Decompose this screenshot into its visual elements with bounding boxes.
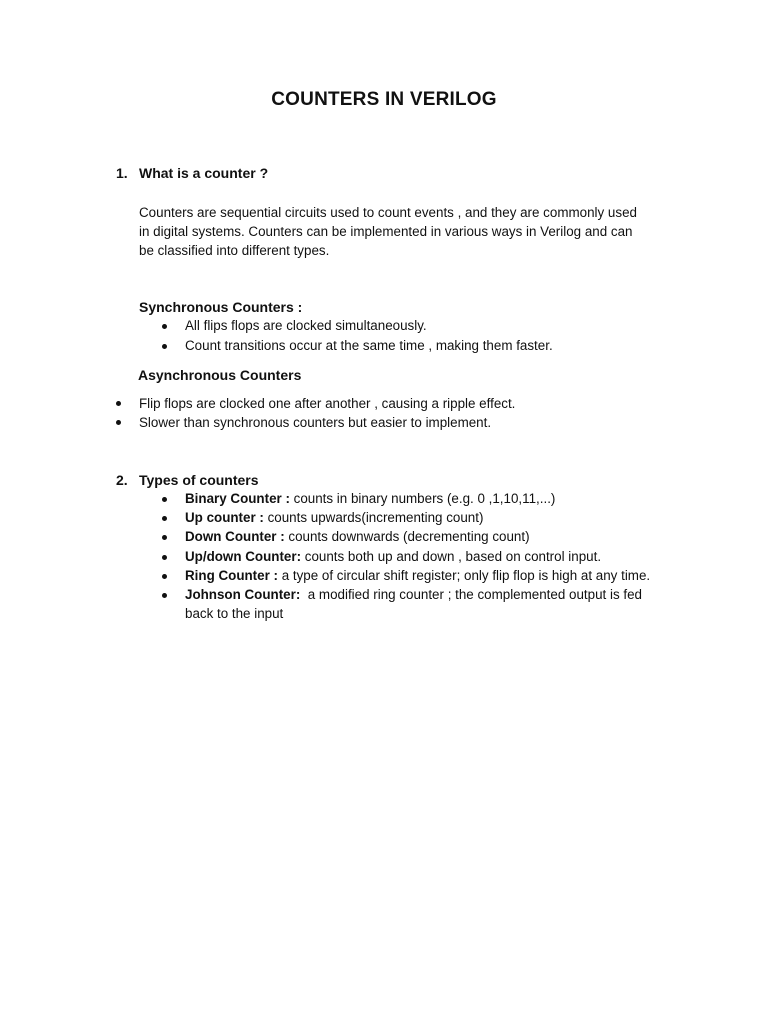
paragraph-line-1: Counters are sequential circuits used to count events , and they are commonly used <box>139 205 637 220</box>
bullet-icon <box>162 574 167 579</box>
bullet-icon <box>162 516 167 521</box>
section-2-number: 2. <box>116 472 128 488</box>
asynchronous-heading: Asynchronous Counters <box>138 367 302 383</box>
counter-type-item <box>185 568 650 583</box>
counter-type-desc: counts upwards(incrementing count) <box>263 510 484 525</box>
counter-type-term: Down Counter : <box>185 529 285 544</box>
counter-type-item <box>185 529 530 544</box>
paragraph-line-2: in digital systems. Counters can be implemented in various ways in Verilog and can <box>139 224 633 239</box>
counter-type-term: Ring Counter : <box>185 568 278 583</box>
counter-type-item <box>185 587 642 602</box>
synchronous-heading: Synchronous Counters : <box>139 299 303 315</box>
counter-type-desc: counts downwards (decrementing count) <box>284 529 530 544</box>
counter-type-desc: counts in binary numbers (e.g. 0 ,1,10,11,...) <box>289 491 556 506</box>
counter-type-item <box>185 491 555 506</box>
bullet-icon <box>162 593 167 598</box>
bullet-icon <box>162 555 167 560</box>
counter-type-desc: a modified ring counter ; the complemented output is fed <box>300 587 642 602</box>
counter-type-term: Johnson Counter: <box>185 587 301 602</box>
bullet-icon <box>116 420 121 425</box>
sync-bullet-1: All flips flops are clocked simultaneously. <box>185 318 427 333</box>
paragraph-line-3: be classified into different types. <box>139 243 330 258</box>
counter-type-desc: a type of circular shift register; only flip flop is high at any time. <box>277 568 651 583</box>
sync-bullet-2: Count transitions occur at the same time , making them faster. <box>185 338 553 353</box>
section-1-number: 1. <box>116 165 128 181</box>
counter-type-item <box>185 510 483 525</box>
counter-type-desc: counts both up and down , based on control input. <box>301 549 602 564</box>
counter-type-item <box>185 549 601 564</box>
bullet-icon <box>116 401 121 406</box>
page-title: COUNTERS IN VERILOG <box>271 89 497 110</box>
section-2-heading: Types of counters <box>139 472 259 488</box>
counter-type-term: Up counter : <box>185 510 264 525</box>
async-bullet-1: Flip flops are clocked one after another , causing a ripple effect. <box>139 396 516 411</box>
async-bullet-2: Slower than synchronous counters but easier to implement. <box>139 415 492 430</box>
bullet-icon <box>162 535 167 540</box>
counter-type-term: Up/down Counter: <box>185 549 302 564</box>
counter-type-continuation: back to the input <box>185 606 284 621</box>
bullet-icon <box>162 324 167 329</box>
counter-type-term: Binary Counter : <box>185 491 290 506</box>
bullet-icon <box>162 344 167 349</box>
section-1-heading: What is a counter ? <box>139 165 269 181</box>
bullet-icon <box>162 497 167 502</box>
